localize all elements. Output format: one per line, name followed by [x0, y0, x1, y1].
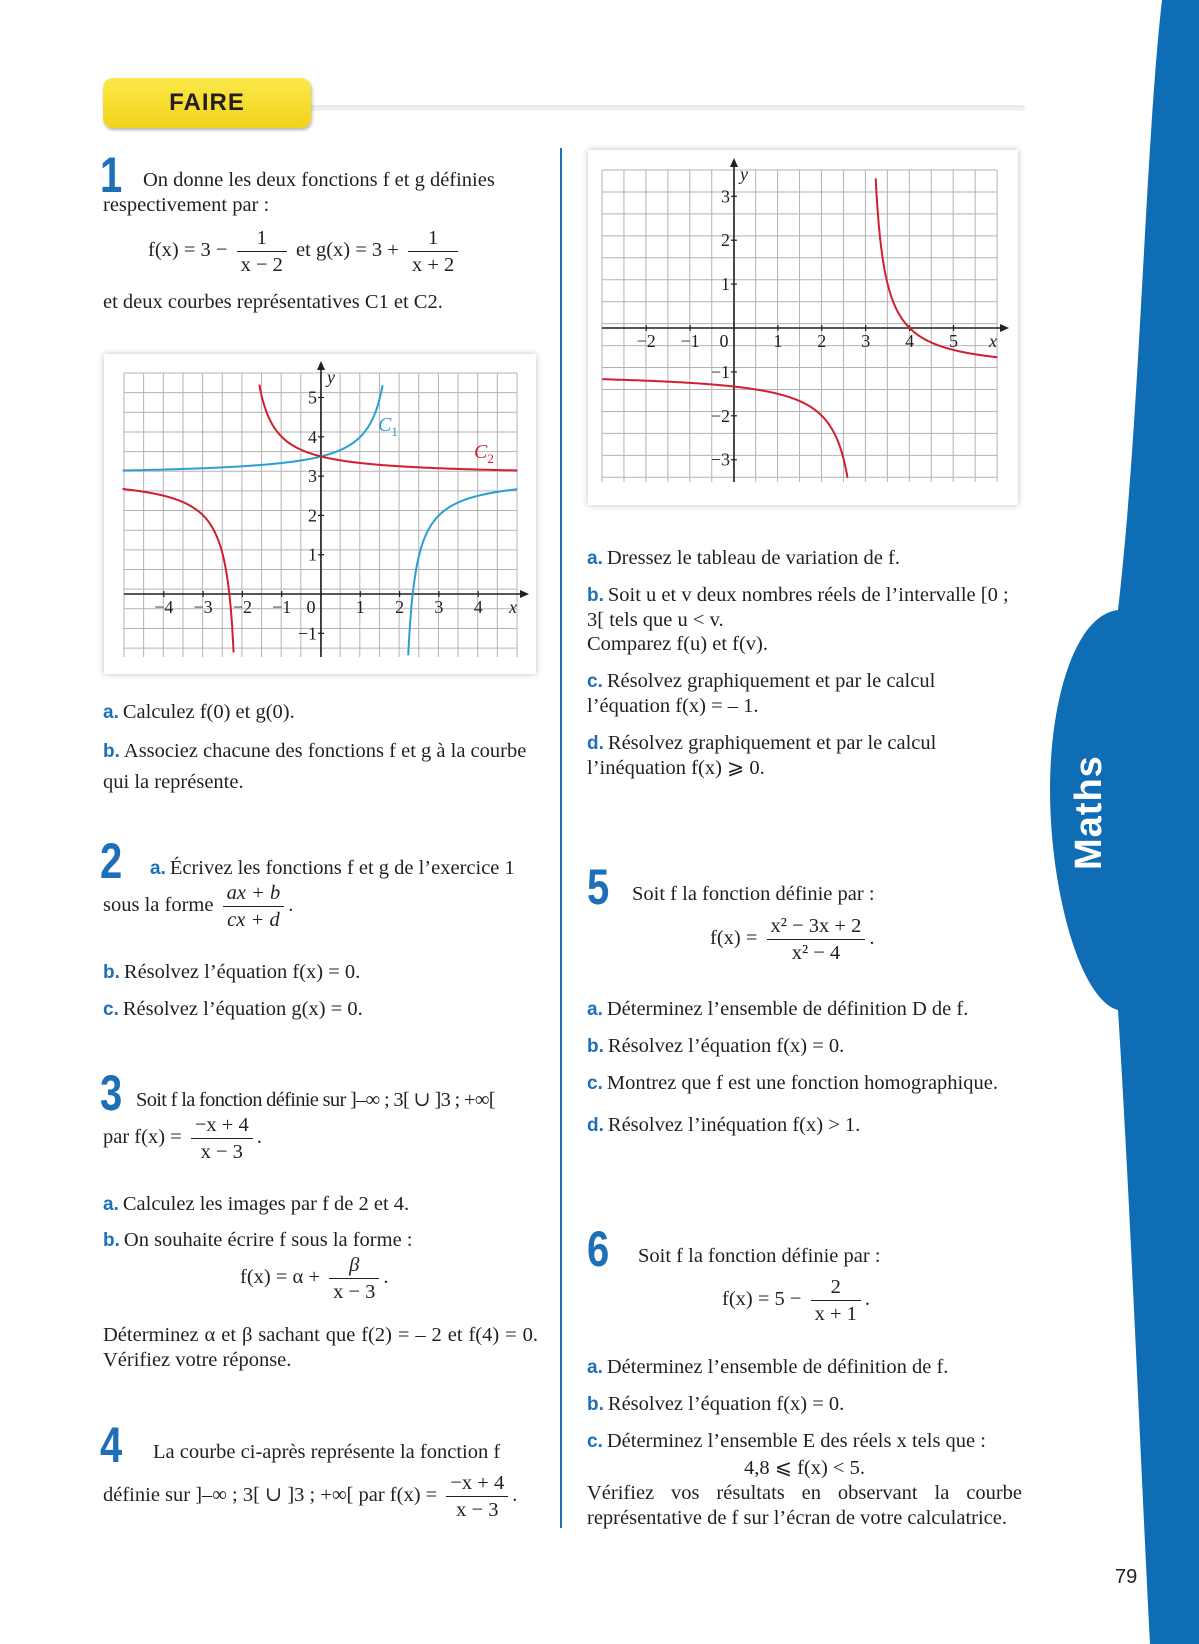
question-text: Résolvez l’équation f(x) = 0. — [607, 1035, 845, 1057]
numerator: β — [329, 1252, 379, 1279]
x-tick-label: 3 — [861, 331, 871, 351]
question-text: Écrivez les fonctions f et g de l’exercice 1 — [169, 857, 515, 879]
numerator: −x + 4 — [191, 1112, 253, 1139]
ex2-question-b — [103, 960, 360, 985]
question-label: a. — [103, 1194, 119, 1215]
ex6-formula: f(x) = 5 − $\frac{2}{x + 1}$ . — [722, 1276, 871, 1325]
question-text: Résolvez l’équation f(x) = 0. — [607, 1393, 845, 1415]
question-text: Calculez f(0) et g(0). — [122, 701, 295, 723]
question-label: c. — [587, 1073, 603, 1094]
ex6-inequality: 4,8 ⩽ f(x) < 5. — [744, 1457, 865, 1479]
f-curve-right — [876, 178, 998, 357]
numerator: −x + 4 — [446, 1470, 508, 1497]
x-tick-label: 1 — [773, 331, 783, 351]
column-divider — [560, 148, 562, 1528]
fraction — [191, 1112, 253, 1165]
ex1-intro: On donne les deux fonctions f et g définies respectivement par : — [103, 169, 495, 216]
formula-text: par f(x) = — [103, 1126, 182, 1149]
formula-text: f(x) = 3 − — [148, 239, 228, 262]
page-number: 79 — [1115, 1566, 1138, 1588]
faire-badge: FAIRE — [103, 78, 311, 128]
y-axis-arrow — [317, 361, 325, 370]
question-label: a. — [587, 1357, 603, 1378]
x-tick-label: −1 — [272, 597, 292, 617]
question-label: c. — [587, 1431, 603, 1452]
question-label: c. — [587, 671, 603, 692]
ex1-question-a — [103, 700, 295, 725]
question-label: d. — [587, 1115, 604, 1136]
y-tick-label: 2 — [308, 505, 317, 526]
exercise-number: 3 — [100, 1065, 123, 1121]
ex3-determine: Déterminez α et β sachant que f(2) = – 2 et f(4) = 0. Vérifiez votre réponse. — [103, 1324, 538, 1371]
fraction — [811, 1274, 861, 1327]
ex4-question-d — [587, 731, 987, 781]
ex6-question-b — [587, 1392, 844, 1417]
x-tick-label: 4 — [905, 331, 915, 351]
ex2-question-a — [150, 856, 515, 881]
question-text: Associez chacune des fonctions f et g à la courbe qui la représente. — [103, 740, 527, 793]
exercise-number: 1 — [100, 147, 123, 203]
exercise-number: 4 — [100, 1417, 123, 1473]
y-axis-label: y — [327, 367, 335, 387]
question-text: Résolvez l’inéquation f(x) > 1. — [607, 1114, 861, 1136]
c2-label: $C_2$ — [474, 441, 494, 466]
c1-curve-left — [123, 385, 383, 470]
y-tick-label: 1 — [308, 544, 317, 565]
fraction — [446, 1470, 508, 1523]
y-tick-label: 1 — [721, 274, 730, 295]
x-tick-label: 5 — [949, 331, 958, 351]
formula-text: f(x) = — [710, 927, 758, 950]
ex1-after: et deux courbes représentatives C1 et C2. — [103, 291, 443, 313]
ex3-question-b — [103, 1228, 413, 1253]
fraction — [237, 225, 287, 278]
ex4-formula: définie sur ]–∞ ; 3[ ∪ ]3 ; +∞[ par f(x) = $\frac{-x + 4}{x - 3}$ . — [103, 1472, 518, 1521]
ex4-question-b2: Comparez f(u) et f(v). — [587, 633, 768, 655]
ex6-verify: Vérifiez vos résultats en observant la courbe représentative de f sur l’écran de votre calculatrice. — [587, 1482, 1022, 1529]
y-tick-label: −1 — [297, 623, 317, 644]
y-tick-label: −3 — [710, 449, 730, 470]
x-axis-arrow — [1000, 324, 1009, 332]
question-label: d. — [587, 733, 604, 754]
x-tick-label: −2 — [636, 331, 656, 351]
y-tick-label: 3 — [721, 186, 730, 207]
ex5-question-d — [587, 1113, 860, 1138]
exercise-number: 6 — [587, 1221, 610, 1277]
question-text: Dressez le tableau de variation de f. — [606, 547, 900, 569]
denominator: x − 3 — [200, 1141, 243, 1163]
ex6-intro: Soit f la fonction définie par : — [638, 1245, 881, 1267]
ex4-question-a — [587, 546, 900, 571]
fraction — [408, 225, 458, 278]
formula-text: définie sur ]–∞ ; 3[ ∪ ]3 ; +∞[ par f(x) = — [103, 1484, 438, 1507]
side-tab-label: Maths — [1068, 755, 1110, 870]
question-label: b. — [103, 1230, 120, 1251]
question-label: b. — [587, 585, 604, 606]
y-tick-label: 3 — [308, 466, 317, 487]
denominator: x − 2 — [240, 254, 283, 276]
question-text: Résolvez l’équation g(x) = 0. — [122, 998, 363, 1020]
y-tick-label: −1 — [710, 361, 730, 382]
ex4-question-b — [587, 583, 1022, 633]
x-tick-label: 4 — [473, 597, 483, 617]
question-label: b. — [587, 1394, 604, 1415]
fraction — [767, 913, 866, 966]
question-label: b. — [587, 1036, 604, 1057]
question-label: a. — [150, 858, 166, 879]
denominator: cx + d — [227, 909, 280, 931]
x-tick-label: 2 — [395, 597, 405, 617]
denominator: x − 3 — [456, 1499, 499, 1521]
graph-2 — [588, 150, 1018, 505]
fraction — [223, 880, 285, 933]
c1-curve-right — [408, 489, 517, 655]
question-text: Montrez que f est une fonction homographique. — [606, 1072, 998, 1094]
ex2-form: sous la forme $\frac{ax + b}{cx + d}$ . — [103, 882, 294, 931]
question-label: a. — [587, 548, 603, 569]
ex5-question-a — [587, 997, 968, 1022]
question-label: a. — [587, 999, 603, 1020]
ex5-question-c — [587, 1071, 998, 1096]
y-axis-label: y — [740, 164, 748, 184]
denominator: x² − 4 — [791, 942, 841, 964]
x-tick-label: −1 — [680, 331, 700, 351]
question-text: Résolvez l’équation f(x) = 0. — [123, 961, 361, 983]
x-axis-label: x — [989, 331, 997, 351]
question-text: Résolvez graphiquement et par le calcul l’inéquation f(x) ⩾ 0. — [587, 732, 937, 779]
y-tick-label: 2 — [721, 230, 730, 251]
y-tick-label: −2 — [710, 405, 730, 426]
graph-2-svg — [588, 150, 1018, 505]
x-tick-label: 0 — [719, 331, 729, 351]
question-label: c. — [103, 999, 119, 1020]
y-tick-label: 5 — [308, 387, 317, 408]
side-band — [1040, 0, 1199, 1644]
ex5-formula: f(x) = $\frac{\text{x² − 3x + 2}}{\text{x² − 4}}$ . — [710, 915, 875, 964]
x-tick-label: −2 — [232, 597, 252, 617]
question-text: Déterminez l’ensemble de définition D de f. — [606, 998, 969, 1020]
graph-1 — [104, 354, 536, 674]
denominator: x + 1 — [814, 1303, 857, 1325]
question-label: b. — [103, 962, 120, 983]
denominator: x + 2 — [412, 254, 455, 276]
formula-text: f(x) = α + — [240, 1266, 320, 1289]
numerator: x² − 3x + 2 — [767, 913, 866, 940]
ex1-question-b — [103, 736, 543, 797]
question-text: On souhaite écrire f sous la forme : — [123, 1229, 413, 1251]
c1-label: $C_1$ — [378, 414, 398, 439]
x-axis-label: x — [509, 597, 517, 617]
ex3-formula: par f(x) = $\frac{-x + 4}{x - 3}$ . — [103, 1114, 262, 1163]
exercise-number: 2 — [100, 833, 123, 889]
y-tick-label: 4 — [308, 426, 317, 447]
numerator: 2 — [811, 1274, 861, 1301]
x-axis-arrow — [520, 590, 529, 598]
question-text: Calculez les images par f de 2 et 4. — [122, 1193, 410, 1215]
question-text: Soit u et v deux nombres réels de l’intervalle [0 ; 3[ tels que u < v. — [587, 584, 1009, 631]
formula-text: f(x) = 5 − — [722, 1288, 802, 1311]
graph-1-svg — [104, 354, 536, 674]
numerator: ax + b — [223, 880, 285, 907]
question-text: Déterminez l’ensemble E des réels x tels que : — [606, 1430, 986, 1452]
question-label: a. — [103, 702, 119, 723]
question-label: b. — [103, 741, 120, 762]
ex6-question-a — [587, 1355, 948, 1380]
ex4-question-c — [587, 669, 987, 719]
ex4-intro: La courbe ci-après représente la fonction f — [153, 1441, 501, 1463]
x-tick-label: −4 — [154, 597, 174, 617]
fraction — [329, 1252, 379, 1305]
ex1-formula — [148, 225, 462, 278]
x-tick-label: −3 — [193, 597, 213, 617]
ex3-intro: Soit f la fonction définie sur ]–∞ ; 3[ ∪ ]3 ; +∞[ — [136, 1089, 495, 1111]
ex3-question-a — [103, 1192, 409, 1217]
ex5-question-b — [587, 1034, 844, 1059]
ex6-question-c — [587, 1429, 986, 1454]
exercise-number: 5 — [587, 859, 610, 915]
numerator: 1 — [408, 225, 458, 252]
denominator: x − 3 — [333, 1281, 376, 1303]
x-tick-label: 3 — [434, 597, 444, 617]
ex3-form: f(x) = α + $\frac{\beta}{x - 3}$ . — [240, 1254, 389, 1303]
numerator: 1 — [237, 225, 287, 252]
x-tick-label: 1 — [355, 597, 365, 617]
formula-text: et g(x) = 3 + — [296, 239, 399, 262]
x-tick-label: 2 — [817, 331, 827, 351]
ex2-question-c — [103, 997, 363, 1022]
header-rule — [300, 105, 1025, 111]
y-axis-arrow — [730, 158, 738, 167]
ex5-intro: Soit f la fonction définie par : — [632, 883, 875, 905]
form-text: sous la forme — [103, 894, 214, 917]
x-tick-label: 0 — [306, 597, 316, 617]
question-text: Déterminez l’ensemble de définition de f. — [606, 1356, 949, 1378]
question-text: Résolvez graphiquement et par le calcul l’équation f(x) = – 1. — [587, 670, 936, 717]
